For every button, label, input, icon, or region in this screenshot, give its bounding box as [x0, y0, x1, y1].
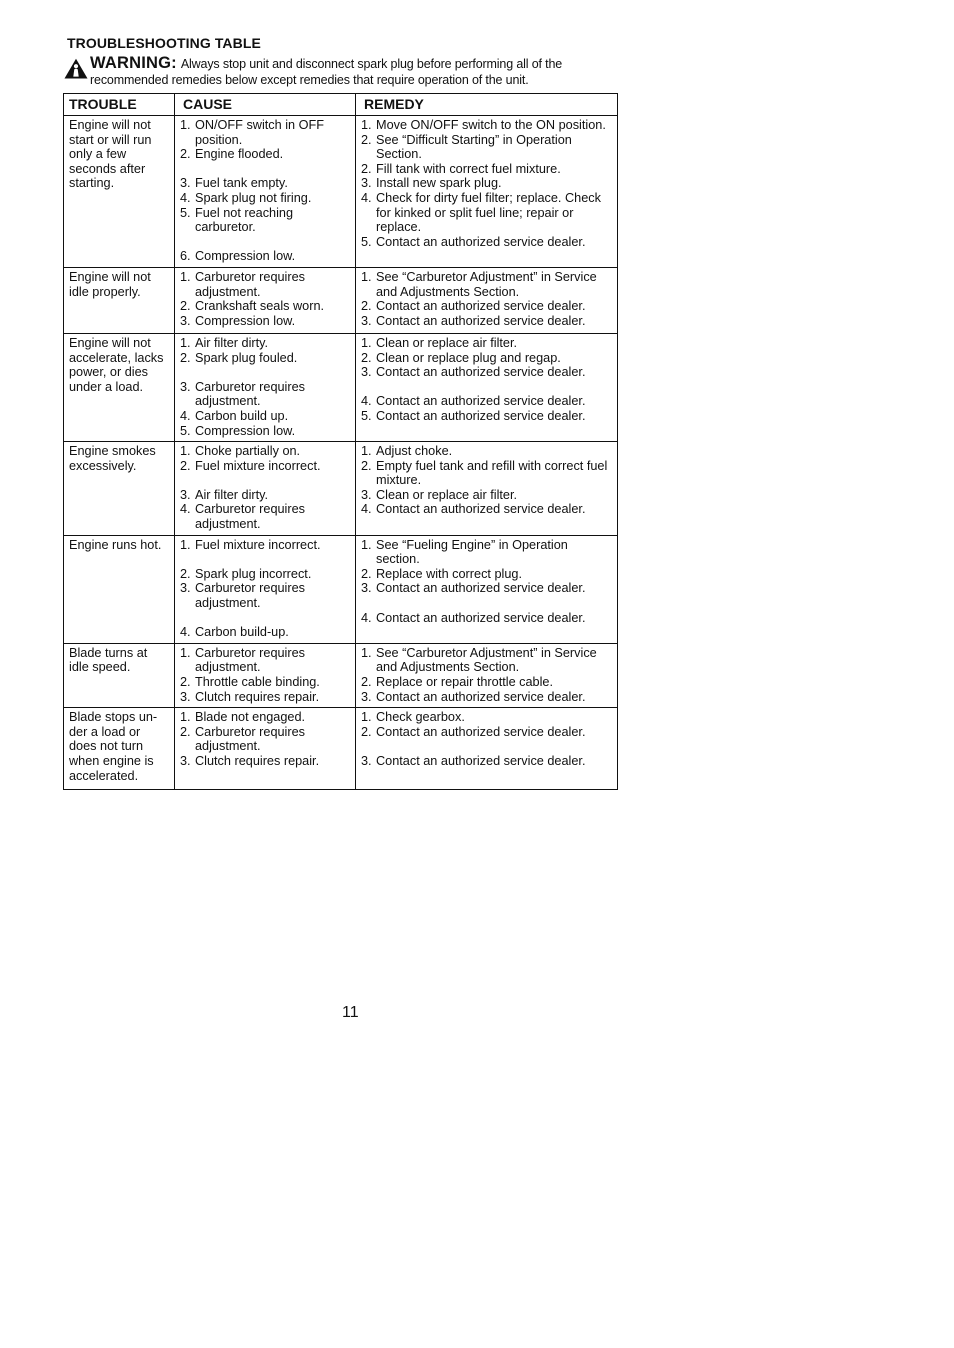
remedy-item [361, 675, 613, 690]
cause-cell [175, 643, 356, 707]
remedy-item [361, 118, 613, 133]
cause-item [180, 725, 351, 754]
cause-number: 1. [180, 710, 191, 725]
cause-number: 2. [180, 675, 191, 689]
cause-cell [175, 267, 356, 333]
remedy-text: Contact an authorized service dealer. [376, 313, 586, 328]
remedy-number: 4. [361, 394, 372, 409]
remedy-text: Contact an authorized service dealer. [376, 234, 586, 249]
remedy-text: Contact an authorized service dealer. [376, 753, 586, 768]
cause-item [180, 118, 351, 147]
cause-text: Fuel not reaching carburetor. [195, 205, 294, 235]
cause-number: 6. [180, 249, 191, 264]
cause-text: Spark plug incorrect. [195, 566, 312, 581]
remedy-number: 2. [361, 161, 372, 176]
trouble-cell [64, 442, 175, 536]
trouble-cell [64, 267, 175, 333]
remedy-item [361, 581, 613, 596]
remedy-item [361, 162, 613, 177]
spacer [180, 473, 351, 488]
cause-cell [175, 333, 356, 441]
remedy-item [361, 235, 613, 250]
table-row [64, 333, 618, 441]
cause-item [180, 380, 351, 409]
cause-text: Fuel mixture incorrect. [195, 537, 321, 552]
cause-item [180, 314, 351, 329]
trouble-text: Engine will not accelerate, lacks power, or dies under a load. [69, 335, 164, 394]
cause-text: Spark plug not firing. [195, 190, 312, 205]
cause-item [180, 675, 351, 690]
remedy-text: Replace with correct plug. [376, 566, 522, 581]
cause-item [180, 567, 351, 582]
spacer [180, 162, 351, 177]
remedy-number: 2. [361, 299, 372, 314]
cause-item [180, 249, 351, 264]
remedy-item [361, 133, 613, 162]
cause-number: 2. [180, 350, 191, 365]
header-cause: CAUSE [175, 94, 356, 116]
table-row [64, 267, 618, 333]
cause-item [180, 409, 351, 424]
remedy-item [361, 409, 613, 424]
trouble-cell [64, 333, 175, 441]
cause-cell [175, 442, 356, 536]
table-row [64, 442, 618, 536]
cause-item [180, 336, 351, 351]
remedy-item [361, 336, 613, 351]
remedy-number: 1. [361, 118, 372, 132]
remedy-item [361, 710, 613, 725]
remedy-text: Contact an authorized service dealer. [376, 689, 586, 704]
trouble-cell [64, 116, 175, 268]
spacer [361, 596, 613, 611]
cause-number: 3. [180, 379, 191, 394]
cause-item [180, 488, 351, 503]
remedy-text: Contact an authorized service dealer. [376, 365, 586, 380]
cause-text: Throttle cable binding. [195, 675, 320, 689]
remedy-text: Check gearbox. [376, 710, 465, 725]
remedy-number: 2. [361, 566, 372, 581]
cause-text: Clutch requires repair. [195, 689, 320, 704]
remedy-number: 2. [361, 350, 372, 365]
warning-triangle-icon [64, 58, 88, 79]
warning-line-1 [90, 56, 562, 72]
warning-text-1: Always stop unit and disconnect spark plug before performing all of the [180, 57, 563, 71]
trouble-text: Engine will not idle properly. [69, 269, 151, 299]
remedy-item [361, 314, 613, 329]
cause-text: Choke partially on. [195, 444, 301, 459]
remedy-number: 3. [361, 176, 372, 191]
remedy-number: 2. [361, 724, 372, 739]
remedy-text: Contact an authorized service dealer. [376, 502, 586, 517]
remedy-item [361, 646, 613, 675]
warning-text-2: recommended remedies below except remedies that require operation of the unit. [90, 73, 529, 87]
remedy-text: Contact an authorized service dealer. [376, 394, 586, 409]
cause-number: 3. [180, 581, 191, 596]
cause-item [180, 351, 351, 366]
remedy-number: 3. [361, 313, 372, 328]
remedy-item [361, 444, 613, 459]
trouble-cell [64, 708, 175, 790]
cause-item [180, 424, 351, 439]
cause-number: 3. [180, 176, 191, 191]
cause-number: 1. [180, 645, 191, 660]
remedy-text: Install new spark plug. [376, 176, 502, 191]
cause-number: 3. [180, 689, 191, 704]
remedy-number: 2. [361, 132, 372, 147]
remedy-item [361, 567, 613, 582]
cause-text: Engine flooded. [195, 147, 284, 162]
spacer [361, 380, 613, 395]
cause-number: 5. [180, 205, 191, 220]
cause-text: Carburetor requires adjustment. [195, 269, 306, 299]
cause-cell [175, 116, 356, 268]
cause-item [180, 625, 351, 640]
cause-number: 2. [180, 299, 191, 314]
remedy-number: 3. [361, 487, 372, 502]
page-title: TROUBLESHOOTING TABLE [67, 35, 261, 51]
spacer [361, 739, 613, 754]
page-number: 11 [342, 1004, 359, 1021]
warning-line-2 [90, 73, 529, 88]
remedy-item [361, 538, 613, 567]
remedy-number: 1. [361, 710, 372, 725]
remedy-item [361, 725, 613, 740]
remedy-text: Move ON/OFF switch to the ON position. [376, 118, 606, 132]
remedy-text: Clean or replace plug and regap. [376, 350, 561, 365]
cause-number: 4. [180, 625, 191, 640]
remedy-text: Contact an authorized service dealer. [376, 724, 586, 739]
remedy-text: Clean or replace air filter. [376, 487, 518, 502]
remedy-text: Adjust choke. [376, 444, 453, 459]
cause-item [180, 191, 351, 206]
remedy-item [361, 488, 613, 503]
trouble-text: Blade stops un- der a load or does not turn when engine is accelerated. [69, 710, 158, 783]
trouble-text: Engine smokes excessively. [69, 444, 156, 473]
remedy-text: See “Carburetor Adjustment” in Service and Adjustments Section. [376, 645, 597, 675]
cause-item [180, 299, 351, 314]
cause-cell [175, 708, 356, 790]
remedy-item [361, 270, 613, 299]
cause-number: 1. [180, 118, 191, 132]
cause-text: Carbon build-up. [195, 625, 289, 640]
remedy-cell [356, 267, 618, 333]
cause-number: 1. [180, 335, 191, 350]
spacer [180, 552, 351, 567]
cause-text: Compression low. [195, 313, 296, 328]
remedy-text: Contact an authorized service dealer. [376, 408, 586, 423]
cause-item [180, 646, 351, 675]
spacer [180, 235, 351, 250]
remedy-cell [356, 708, 618, 790]
cause-item [180, 444, 351, 459]
header-remedy: REMEDY [356, 94, 618, 116]
remedy-number: 4. [361, 190, 372, 205]
remedy-number: 5. [361, 408, 372, 423]
remedy-item [361, 502, 613, 517]
cause-text: Compression low. [195, 249, 296, 264]
remedy-text: See “Carburetor Adjustment” in Service and Adjustments Section. [376, 269, 597, 299]
cause-text: Carbon build up. [195, 408, 289, 423]
cause-item [180, 176, 351, 191]
remedy-text: Empty fuel tank and refill with correct fuel mixture. [376, 458, 608, 488]
cause-number: 3. [180, 487, 191, 502]
remedy-text: Contact an authorized service dealer. [376, 299, 586, 314]
cause-item [180, 754, 351, 769]
cause-item [180, 206, 351, 235]
remedy-number: 3. [361, 581, 372, 596]
remedy-cell [356, 535, 618, 643]
cause-text: Air filter dirty. [195, 487, 269, 502]
remedy-item [361, 365, 613, 380]
warning-label: WARNING: [90, 54, 177, 72]
cause-text: Carburetor requires adjustment. [195, 379, 306, 409]
remedy-number: 4. [361, 610, 372, 625]
remedy-text: Contact an authorized service dealer. [376, 610, 586, 625]
cause-text: Carburetor requires adjustment. [195, 724, 306, 754]
remedy-item [361, 351, 613, 366]
remedy-cell [356, 333, 618, 441]
header-trouble: TROUBLE [64, 94, 175, 116]
remedy-item [361, 611, 613, 626]
remedy-cell [356, 442, 618, 536]
table-row [64, 708, 618, 790]
cause-text: Carburetor requires adjustment. [195, 645, 306, 675]
remedy-number: 1. [361, 335, 372, 350]
cause-number: 4. [180, 190, 191, 205]
cause-item [180, 459, 351, 474]
cause-number: 1. [180, 537, 191, 552]
cause-number: 2. [180, 458, 191, 473]
cause-text: Carburetor requires adjustment. [195, 502, 306, 532]
remedy-item [361, 176, 613, 191]
cause-item [180, 270, 351, 299]
cause-number: 5. [180, 423, 191, 438]
remedy-item [361, 191, 613, 235]
remedy-number: 2. [361, 458, 372, 473]
remedy-text: Check for dirty fuel filter; replace. Check for kinked or split fuel line; repair or replace. [376, 190, 601, 235]
remedy-number: 1. [361, 444, 372, 459]
trouble-text: Blade turns at idle speed. [69, 645, 148, 675]
remedy-item [361, 754, 613, 769]
cause-text: Clutch requires repair. [195, 753, 320, 768]
spacer [180, 611, 351, 626]
cause-number: 2. [180, 147, 191, 162]
table-row [64, 535, 618, 643]
cause-text: ON/OFF switch in OFF position. [195, 118, 324, 147]
remedy-number: 3. [361, 753, 372, 768]
troubleshooting-table [63, 93, 618, 790]
remedy-number: 5. [361, 234, 372, 249]
remedy-text: See “Fueling Engine” in Operation section. [376, 537, 568, 567]
cause-text: Crankshaft seals worn. [195, 299, 325, 314]
cause-text: Fuel mixture incorrect. [195, 458, 321, 473]
cause-text: Spark plug fouled. [195, 350, 298, 365]
cause-number: 1. [180, 269, 191, 284]
cause-item [180, 538, 351, 553]
remedy-number: 2. [361, 675, 372, 689]
remedy-text: Contact an authorized service dealer. [376, 581, 586, 596]
cause-number: 4. [180, 408, 191, 423]
cause-cell [175, 535, 356, 643]
trouble-cell [64, 535, 175, 643]
remedy-item [361, 459, 613, 488]
spacer [180, 365, 351, 380]
cause-text: Compression low. [195, 423, 296, 438]
cause-number: 3. [180, 753, 191, 768]
cause-text: Fuel tank empty. [195, 176, 288, 191]
table-row [64, 116, 618, 268]
trouble-text: Engine runs hot. [69, 537, 162, 552]
cause-number: 2. [180, 724, 191, 739]
cause-number: 2. [180, 566, 191, 581]
table-body [64, 116, 618, 790]
remedy-number: 4. [361, 502, 372, 517]
remedy-number: 3. [361, 365, 372, 380]
cause-number: 4. [180, 502, 191, 517]
trouble-cell [64, 643, 175, 707]
remedy-number: 1. [361, 269, 372, 284]
cause-number: 1. [180, 444, 191, 459]
remedy-number: 1. [361, 537, 372, 552]
cause-item [180, 502, 351, 531]
cause-item [180, 581, 351, 610]
remedy-number: 1. [361, 645, 372, 660]
remedy-item [361, 690, 613, 705]
trouble-text: Engine will not start or will run only a few seconds after starting. [69, 118, 152, 191]
remedy-text: Clean or replace air filter. [376, 335, 518, 350]
cause-item [180, 710, 351, 725]
remedy-text: Fill tank with correct fuel mixture. [376, 161, 561, 176]
cause-text: Blade not engaged. [195, 710, 306, 725]
remedy-cell [356, 116, 618, 268]
remedy-cell [356, 643, 618, 707]
cause-text: Air filter dirty. [195, 335, 269, 350]
table-header-row [64, 94, 618, 116]
remedy-number: 3. [361, 689, 372, 704]
cause-text: Carburetor requires adjustment. [195, 581, 306, 611]
cause-item [180, 147, 351, 162]
table-row [64, 643, 618, 707]
remedy-item [361, 394, 613, 409]
cause-item [180, 690, 351, 705]
cause-number: 3. [180, 313, 191, 328]
remedy-text: Replace or repair throttle cable. [376, 675, 554, 689]
remedy-item [361, 299, 613, 314]
remedy-text: See “Difficult Starting” in Operation Section. [376, 132, 572, 162]
